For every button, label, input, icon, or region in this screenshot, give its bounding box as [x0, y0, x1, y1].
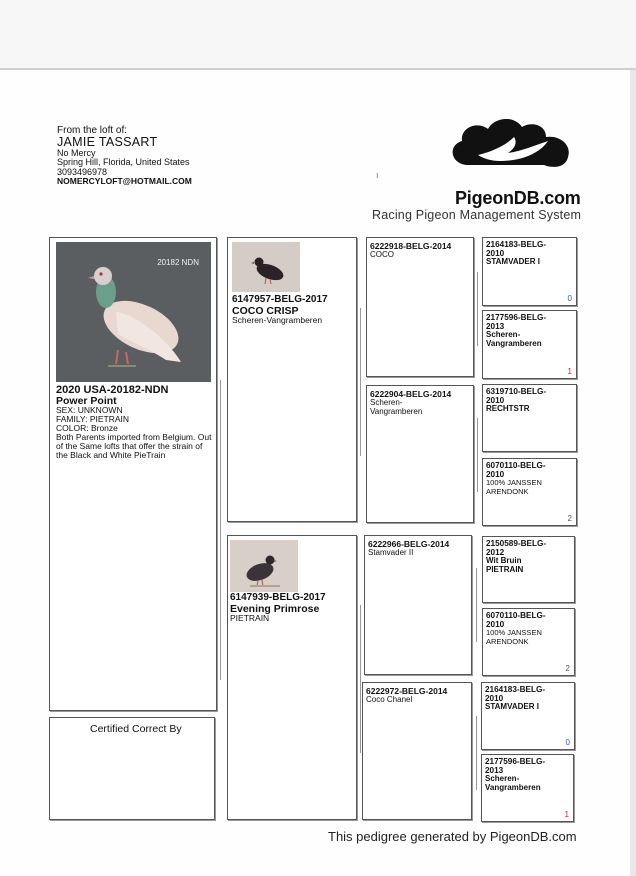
grandparent-name: Coco Chanel [366, 695, 413, 704]
breeder-phone: 3093496978 [57, 166, 108, 177]
subject-photo [56, 242, 211, 382]
subject-notes: Both Parents imported from Belgium. Out of the Same lofts that offer the strain of the Black and White PieTrain [56, 432, 212, 460]
footer-text: This pedigree generated by PigeonDB.com [328, 829, 577, 844]
ggp-name: Scheren-Vangramberen [485, 774, 541, 792]
sex-code: 1 [564, 810, 569, 819]
ggp-ring: 6070110-BELG-2010 [486, 611, 546, 629]
dam-name: Evening Primrose [230, 602, 320, 615]
subject-card [49, 237, 217, 711]
breeder-info [57, 126, 192, 187]
sire-ring: 6147957-BELG-2017 [232, 294, 328, 305]
grandparent-ring: 6222904-BELG-2014 [370, 389, 452, 399]
ggp-name: STAMVADER I [486, 257, 540, 267]
great-grandparent-card [481, 682, 575, 750]
great-grandparent-card [482, 536, 575, 603]
subject-family: FAMILY: PIETRAIN [56, 414, 130, 424]
grandparent-card [364, 535, 472, 675]
ggp-ring: 2164183-BELG-2010 [486, 240, 547, 258]
ggp-ring: 2164183-BELG-2010 [485, 685, 546, 703]
connector-line [360, 308, 361, 456]
grandparent-ring: 6222918-BELG-2014 [370, 241, 452, 251]
loft-name: No Mercy [57, 147, 96, 158]
breeder-name: JAMIE TASSART [57, 134, 158, 149]
ggp-ring: 2177596-BELG-2013 [485, 757, 546, 775]
grandparent-ring: 6222966-BELG-2014 [368, 539, 450, 549]
grandparent-card [366, 237, 474, 377]
dam-strain: PIETRAIN [230, 613, 270, 623]
from-label: From the loft of: [57, 125, 128, 136]
sex-code: 1 [567, 367, 572, 376]
ggp-name: RECHTSTR [486, 404, 530, 414]
scan-mark: ı [376, 170, 379, 180]
connector-line [476, 568, 477, 642]
pigeondb-logo-icon [448, 115, 578, 175]
ggp-name: 100% JANSSEN ARENDONK [486, 628, 542, 646]
sire-card [227, 237, 357, 522]
dam-ring: 6147939-BELG-2017 [230, 592, 326, 603]
pigeon-photo-icon [232, 242, 300, 292]
sex-code: 2 [565, 664, 570, 673]
subject-color: COLOR: Bronze [56, 423, 118, 433]
ggp-name: Wit Bruin PIETRAIN [486, 556, 524, 574]
photo-ring-label: 20182 NDN [157, 258, 199, 267]
sire-strain: Scheren-Vangramberen [232, 315, 323, 325]
sex-code: 0 [565, 738, 570, 747]
sire-name: COCO CRISP [232, 304, 299, 317]
great-grandparent-card [481, 754, 574, 822]
ggp-ring: 2150589-BELG-2012 [486, 539, 547, 557]
subject-name: Power Point [56, 394, 117, 407]
subject-ring: 2020 USA-20182-NDN [56, 384, 169, 396]
scan-top-margin [0, 0, 636, 70]
great-grandparent-card [482, 458, 577, 526]
sex-code: 0 [567, 294, 572, 303]
connector-line [220, 380, 221, 680]
sex-code: 2 [567, 514, 572, 523]
brand-name: PigeonDB.com [455, 188, 581, 208]
connector-line [477, 418, 478, 492]
great-grandparent-card [482, 310, 577, 379]
dam-card [227, 535, 357, 820]
ggp-ring: 6319710-BELG-2010 [486, 387, 547, 405]
ggp-ring: 2177596-BELG-2013 [486, 313, 547, 331]
breeder-email: NOMERCYLOFT@HOTMAIL.COM [57, 176, 192, 186]
connector-line [477, 272, 478, 346]
certified-label: Certified Correct By [90, 723, 182, 735]
great-grandparent-card [482, 608, 575, 676]
grandparent-card [362, 682, 472, 820]
dam-photo [230, 540, 298, 592]
page-right-edge [630, 70, 636, 876]
ggp-ring: 6070110-BELG-2010 [486, 461, 546, 479]
ggp-name: STAMVADER I [485, 702, 539, 712]
subject-sex: SEX: UNKNOWN [56, 405, 123, 415]
great-grandparent-card [482, 237, 577, 306]
ggp-name: Scheren-Vangramberen [486, 330, 542, 348]
connector-line [360, 605, 361, 753]
ggp-name: 100% JANSSEN ARENDONK [486, 478, 542, 496]
grandparent-ring: 6222972-BELG-2014 [366, 686, 448, 696]
grandparent-card [366, 385, 474, 523]
breeder-address: Spring Hill, Florida, United States [57, 157, 190, 167]
great-grandparent-card [482, 384, 577, 452]
grandparent-name: Scheren-Vangramberen [370, 398, 423, 416]
page-edge [0, 68, 636, 70]
sire-photo [232, 242, 300, 292]
grandparent-name: COCO [370, 250, 394, 259]
brand-tagline: Racing Pigeon Management System [372, 208, 582, 222]
grandparent-name: Stamvader II [368, 548, 414, 557]
connector-line [476, 716, 477, 790]
pigeon-photo-icon [230, 540, 298, 592]
